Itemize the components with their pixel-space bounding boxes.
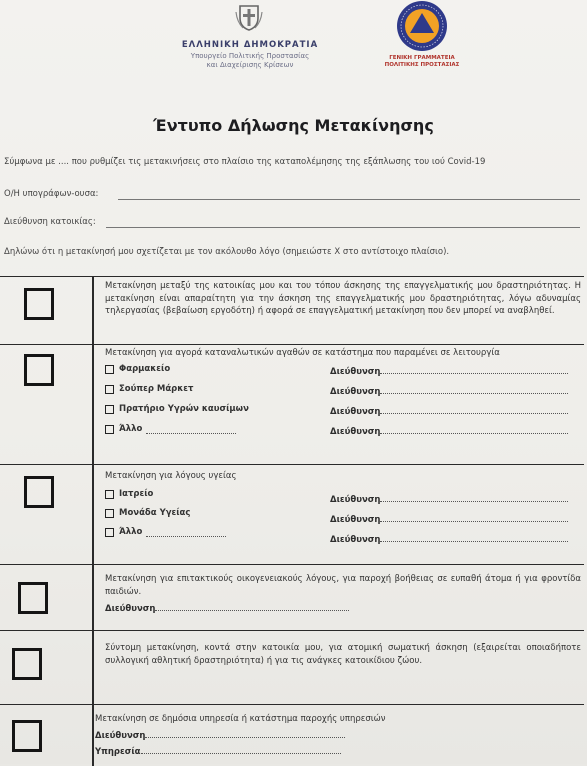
checkbox-health[interactable] (24, 476, 54, 508)
checkbox-public-service[interactable] (12, 720, 42, 752)
public-service-reason-text: Μετακίνηση σε δημόσια υπηρεσία ή κατάστημα παροχής υπηρεσιών (95, 714, 386, 724)
government-heading: ΕΛΛΗΝΙΚΗ ΔΗΜΟΚΡΑΤΙΑ (181, 40, 319, 50)
option-clinic[interactable] (105, 489, 153, 499)
option-health-unit[interactable] (105, 508, 190, 518)
option-checkbox[interactable] (105, 405, 114, 414)
address-line[interactable] (105, 602, 349, 614)
declaration-text: Δηλώνω ότι η μετακίνησή μου σχετίζεται με τον ακόλουθο λόγο (σημειώστε Χ στο αντίστοιχο πλαίσιο). (4, 247, 450, 257)
exercise-reason-text: Σύντομη μετακίνηση, κοντά στην κατοικία μου, για ατομική σωματική άσκηση (εξαιρείται οποιαδήποτε συλλογική αθλητική δραστηριότητα) ή για τις ανάγκες κατοικίδιου ζώου. (105, 643, 581, 666)
option-supermarket[interactable] (105, 384, 193, 394)
option-label: Σούπερ Μάρκετ (119, 384, 194, 394)
form-title: Έντυπο Δήλωσης Μετακίνησης (153, 116, 434, 135)
option-other-shopping[interactable] (105, 424, 236, 434)
address-line[interactable] (330, 365, 568, 377)
signer-field[interactable] (118, 199, 580, 200)
greek-crest-icon (234, 2, 264, 32)
checkbox-family[interactable] (18, 582, 48, 614)
secretariat-line-1: ΓΕΝΙΚΗ ΓΡΑΜΜΑΤΕΙΑ (389, 55, 455, 61)
checkbox-shopping[interactable] (24, 354, 54, 386)
civil-protection-logo-icon (392, 0, 452, 52)
service-line[interactable] (95, 745, 341, 757)
address-line[interactable] (330, 405, 568, 417)
option-checkbox[interactable] (105, 490, 114, 499)
checkbox-exercise[interactable] (12, 648, 42, 680)
shopping-reason-text: Μετακίνηση για αγορά καταναλωτικών αγαθών σε κατάστημα που παραμένει σε λειτουργία (105, 348, 500, 358)
option-label: Άλλο (119, 424, 143, 434)
address-label: Διεύθυνση κατοικίας: (4, 217, 96, 227)
ministry-line-1: Υπουργείο Πολιτικής Προστασίας (190, 52, 310, 60)
address-label: Διεύθυνση (330, 515, 381, 525)
option-label: Μονάδα Υγείας (119, 508, 191, 518)
option-pharmacy[interactable] (105, 364, 170, 374)
address-label: Διεύθυνση (330, 387, 381, 397)
address-field[interactable] (106, 227, 580, 228)
address-label: Διεύθυνση (330, 535, 381, 545)
signer-label: Ο/Η υπογράφων-ουσα: (4, 189, 99, 199)
option-label: Πρατήριο Υγρών καυσίμων (119, 404, 249, 414)
secretariat-line-2: ΠΟΛΙΤΙΚΗΣ ΠΡΟΣΤΑΣΙΑΣ (384, 62, 460, 68)
option-checkbox[interactable] (105, 425, 114, 434)
ministry-line-2: και Διαχείρισης Κρίσεων (206, 61, 294, 69)
option-label: Ιατρείο (119, 489, 154, 499)
option-label: Φαρμακείο (119, 364, 171, 374)
intro-text: Σύμφωνα με .... που ρυθμίζει τις μετακινήσεις στο πλαίσιο της καταπολέμησης της εξάπλωσης του ιού Covid-19 (4, 157, 486, 167)
option-checkbox[interactable] (105, 385, 114, 394)
address-line[interactable] (330, 513, 568, 525)
option-label: Άλλο (119, 527, 143, 537)
address-label: Διεύθυνση (330, 495, 381, 505)
address-line[interactable] (330, 385, 568, 397)
address-label: Διεύθυνση (330, 367, 381, 377)
option-fuel-station[interactable] (105, 404, 249, 414)
address-line[interactable] (330, 425, 568, 437)
address-line[interactable] (330, 493, 568, 505)
option-other-health[interactable] (105, 527, 226, 537)
option-checkbox[interactable] (105, 365, 114, 374)
health-reason-text: Μετακίνηση για λόγους υγείας (105, 471, 237, 481)
checkbox-work[interactable] (24, 288, 54, 320)
address-label: Διεύθυνση (330, 427, 381, 437)
work-reason-text: Μετακίνηση μεταξύ της κατοικίας μου και του τόπου άσκησης της επαγγελματικής μου δραστηριότητας. Η μετακίνηση είναι απαραίτητη για την άσκηση της επαγγελματικής μου δραστηριότητας, λόγω αδυναμίας τηλεργασίας (βεβαίωση εργοδότη) ή αφορά σε επαγγελματική μετακίνηση που δεν μπορεί να αναβληθεί. (105, 281, 581, 316)
address-line[interactable] (95, 729, 345, 741)
option-checkbox[interactable] (105, 528, 114, 537)
address-label: Διεύθυνση (95, 731, 146, 741)
option-checkbox[interactable] (105, 509, 114, 518)
address-label: Διεύθυνση (105, 604, 156, 614)
address-line[interactable] (330, 533, 568, 545)
service-label: Υπηρεσία (95, 747, 141, 757)
address-label: Διεύθυνση (330, 407, 381, 417)
family-reason-text: Μετακίνηση για επιτακτικούς οικογενειακούς λόγους, για παροχή βοήθειας σε ευπαθή άτομα ή για φροντίδα παιδιών. (105, 574, 581, 597)
